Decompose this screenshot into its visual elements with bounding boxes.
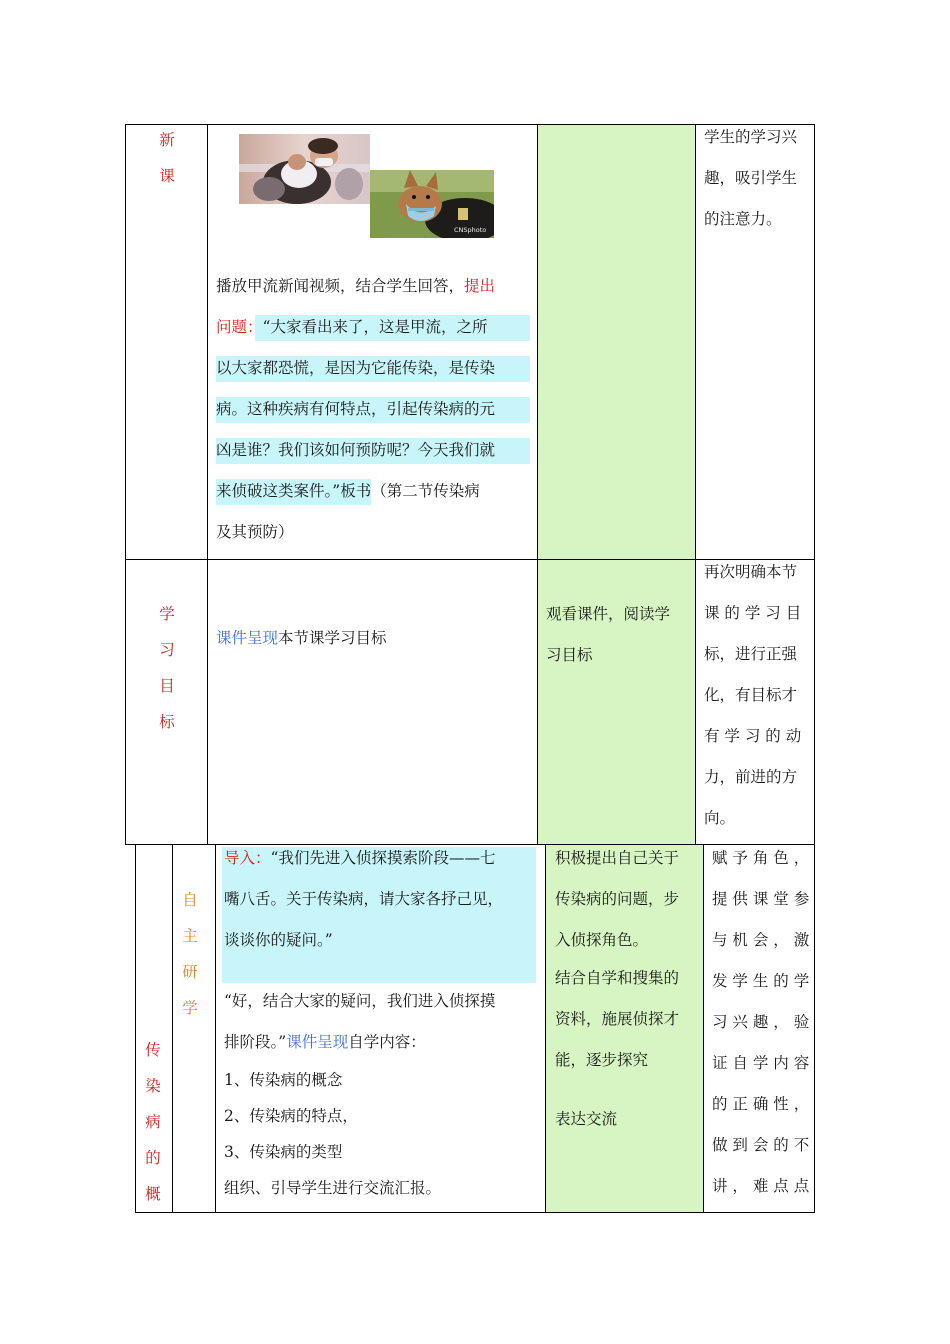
teacher-activity-row2: 课件呈现本节课学习目标 bbox=[216, 629, 387, 647]
table-border bbox=[215, 844, 216, 1213]
table-border bbox=[207, 124, 208, 844]
section-label-disease-concept: 传 染 病 的 概 bbox=[145, 1041, 161, 1203]
teacher-activity-row1: 播放甲流新闻视频，结合学生回答，提出 问题：“大家看出来了，这是甲流，之所 以大家都恐慌，是因为它能传染，是传染 病。这种疾病有何特点，引起传染病的元 凶是谁？我们该如何预防呢？今天我们就 来侦破这类案件。”板书（第二节传染病 及其预防） bbox=[216, 277, 496, 541]
self-study-list: 1、传染病的概念 2、传染病的特点， 3、传染病的类型 组织、引导学生进行交流汇报。 bbox=[224, 1062, 540, 1206]
table-border bbox=[172, 844, 173, 1213]
design-intent-row1: 学生的学习兴 趣，吸引学生 的注意力。 bbox=[704, 128, 798, 228]
photo-watermark: CNSphoto bbox=[454, 226, 487, 234]
table-border bbox=[135, 844, 136, 1213]
section-label-learning-goals: 学 习 目 标 bbox=[159, 605, 175, 731]
table-border bbox=[545, 844, 546, 1213]
teacher-activity-row3-study: “好，结合大家的疑问，我们进入侦探摸 排阶段。”课件呈现自学内容： bbox=[224, 992, 496, 1051]
teacher-activity-row3-intro: 导入：“我们先进入侦探摸索阶段——七 嘴八舌。关于传染病，请大家各抒己见， 谈谈你的疑问。” bbox=[224, 849, 504, 949]
section-label-new-lesson: 新 课 bbox=[159, 131, 175, 185]
photo-child-mask bbox=[239, 134, 370, 204]
table-border bbox=[695, 124, 696, 844]
student-activity-row3: 积极提出自己关于 传染病的问题，步 入侦探角色。 结合自学和搜集的 资料，施展侦探才 能，逐步探究 表达交流 bbox=[555, 849, 680, 1128]
student-activity-row2: 观看课件，阅读学 习目标 bbox=[546, 605, 671, 664]
table-border bbox=[125, 124, 126, 844]
design-intent-row2: 再次明确本节 课 的 学 习 目 标，进行正强 化，有目标才 有 学 习 的 动 力，前进的方 向。 bbox=[704, 563, 802, 827]
student-cell-row1 bbox=[538, 125, 695, 559]
photo-dog-mask bbox=[370, 170, 494, 238]
list-item: 2、传染病的特点， bbox=[224, 1107, 358, 1125]
table-border bbox=[814, 124, 815, 1213]
table-border bbox=[537, 124, 538, 844]
list-item: 1、传染病的概念 bbox=[224, 1071, 343, 1089]
list-item: 3、传染病的类型 bbox=[224, 1143, 343, 1161]
design-intent-row3: 赋 予 角 色 ， 提 供 课 堂 参 与 机 会 ， 激 发 学 生 的 学 习 兴 趣 ， 验 证 自 学 内 容 的 正 确 性 ， 做 到 会 的 不 讲 ， 难 点 点 bbox=[712, 849, 810, 1195]
section-label-self-study: 自 主 研 学 bbox=[182, 891, 198, 1017]
table-border bbox=[703, 844, 704, 1213]
table-border bbox=[135, 1212, 815, 1213]
